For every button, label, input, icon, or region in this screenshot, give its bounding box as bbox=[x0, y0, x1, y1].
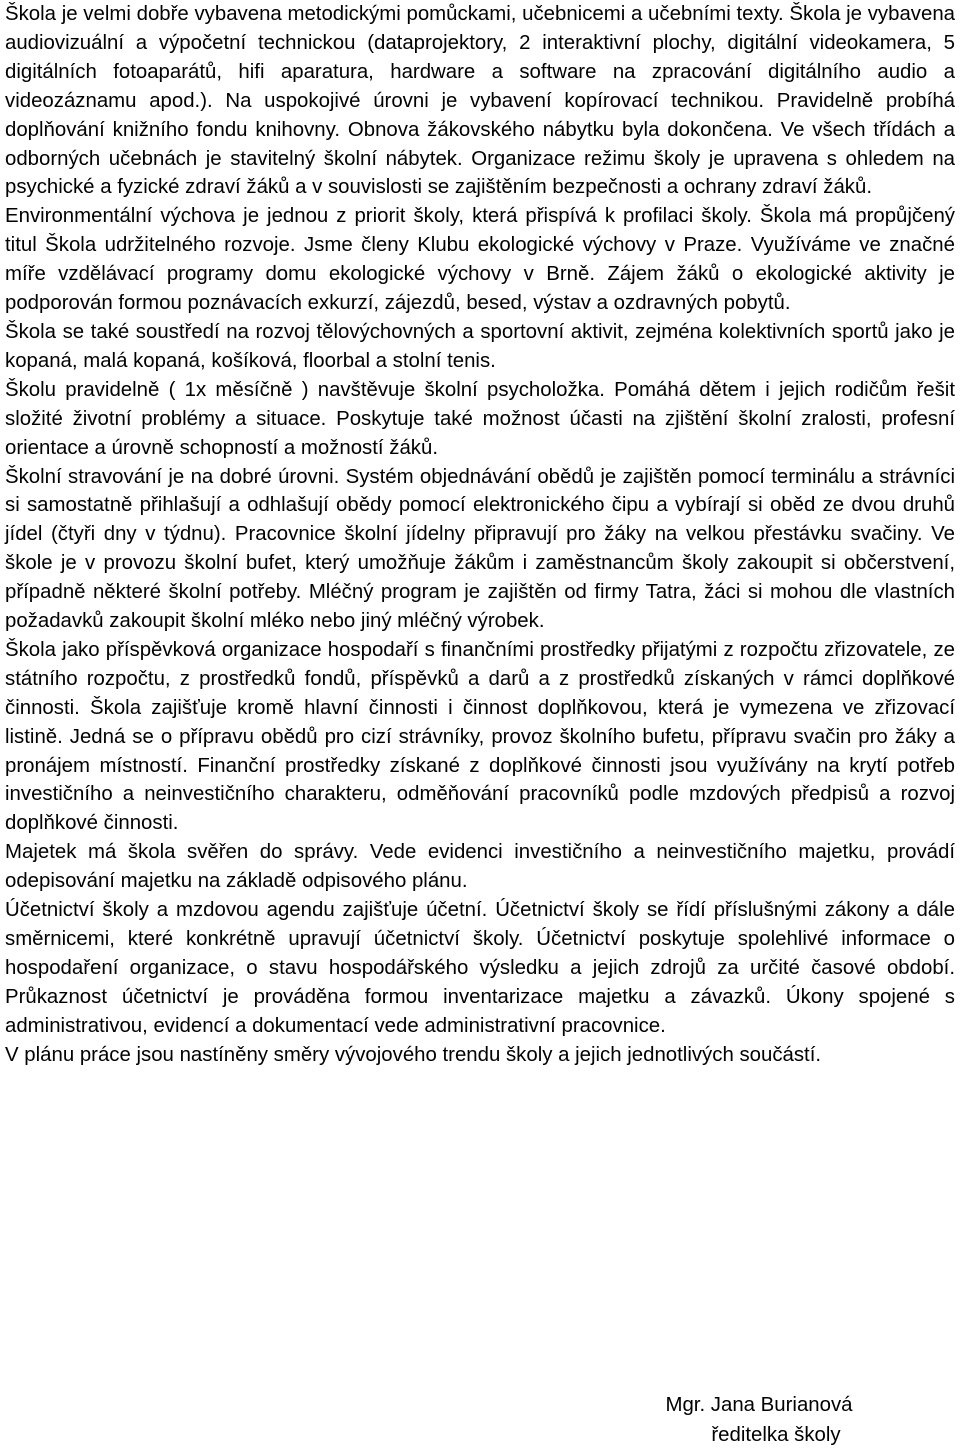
paragraph-psychologist: Školu pravidelně ( 1x měsíčně ) navštěvuje školní psycholožka. Pomáhá dětem i jejich rodičům řešit složité životní problémy a situace. Poskytuje také možnost účasti na zjištění školní zralosti, profesní orientace a úrovně schopností a možností žáků. bbox=[5, 378, 955, 459]
document-body bbox=[5, 0, 955, 1070]
signatory-name: Mgr. Jana Burianová bbox=[665, 1394, 853, 1416]
paragraph-property: Majetek má škola svěřen do správy. Vede evidenci investičního a neinvestičního majetku, provádí odepisování majetku na základě odpisového plánu. bbox=[5, 841, 955, 893]
signatory-role: ředitelka školy bbox=[711, 1424, 841, 1446]
paragraph-equipment: Škola je velmi dobře vybavena metodickými pomůckami, učebnicemi a učebními texty. Škola je vybavena audiovizuální a výpočetní technickou (dataprojektory, 2 interaktivní plochy, digitální videokamera, 5 digitálních fotoaparátů, hifi aparatura, hardware a software na zpracování digitálního audio a videozáznamu apod.). Na uspokojivé úrovni je vybavení kopírovací technikou. Pravidelně probíhá doplňování knižního fondu knihovny. Obnova žákovského nábytku byla dokončena. Ve všech třídách a odborných učebnách je stavitelný školní nábytek. Organizace režimu školy je upravena s ohledem na psychické a fyzické zdraví žáků a v souvislosti se zajištěním bezpečnosti a ochrany zdraví žáků. bbox=[5, 3, 955, 199]
paragraph-catering: Školní stravování je na dobré úrovni. Systém objednávání obědů je zajištěn pomocí terminálu a strávníci si samostatně přihlašují a odhlašují obědy pomocí elektronického čipu a vybírají si oběd ze dvou druhů jídel (čtyři dny v týdnu). Pracovnice školní jídelny připravují pro žáky na velkou přestávku svačiny. Ve škole je v provozu školní bufet, který umožňuje žákům i zaměstnancům školy zakoupit si občerstvení, případně některé školní potřeby. Mléčný program je zajištěn od firmy Tatra, žáci si mohou dle vlastních požadavků zakoupit školní mléko nebo jiný mléčný výrobek. bbox=[5, 465, 955, 633]
paragraph-environmental: Environmentální výchova je jednou z priorit školy, která přispívá k profilaci školy. Škola má propůjčený titul Škola udržitelného rozvoje. Jsme členy Klubu ekologické výchovy v Praze. Využíváme ve značné míře vzdělávací programy domu ekologické výchovy v Brně. Zájem žáků o ekologické aktivity je podporován formou poznávacích exkurzí, zájezdů, besed, výstav a ozdravných pobytů. bbox=[5, 205, 955, 315]
paragraph-work-plan: V plánu práce jsou nastíněny směry vývojového trendu školy a jejich jednotlivých součástí. bbox=[5, 1043, 822, 1066]
paragraph-sports: Škola se také soustředí na rozvoj tělovýchovných a sportovní aktivit, zejména kolektivních sportů jako je kopaná, malá kopaná, košíková, floorbal a stolní tenis. bbox=[5, 320, 955, 372]
paragraph-accounting: Účetnictví školy a mzdovou agendu zajišťuje účetní. Účetnictví školy se řídí příslušnými zákony a dále směrnicemi, které konkrétně upravují účetnictví školy. Účetnictví poskytuje spolehlivé informace o hospodaření organizace, o stavu hospodářského výsledku a jejich zdrojů za určité časové období. Průkaznost účetnictví je prováděna formou inventarizace majetku a závazků. Úkony spojené s administrativou, evidencí a dokumentací vede administrativní pracovnice. bbox=[5, 899, 955, 1037]
signature-block bbox=[620, 1390, 920, 1450]
paragraph-finance: Škola jako příspěvková organizace hospodaří s finančními prostředky přijatými z rozpočtu zřizovatele, ze státního rozpočtu, z prostředků fondů, příspěvků a darů a z prostředků získaných v rámci doplňkové činnosti. Škola zajišťuje kromě hlavní činnosti i činnost doplňkovou, která je vymezena ve zřizovací listině. Jedná se o přípravu obědů pro cizí strávníky, provoz školního bufetu, přípravu svačin pro žáky a pronájem místností. Finanční prostředky získané z doplňkové činnosti jsou využívány na krytí potřeb investičního a neinvestičního charakteru, odměňování pracovníků podle mzdových předpisů a rozvoj doplňkové činnosti. bbox=[5, 638, 955, 835]
